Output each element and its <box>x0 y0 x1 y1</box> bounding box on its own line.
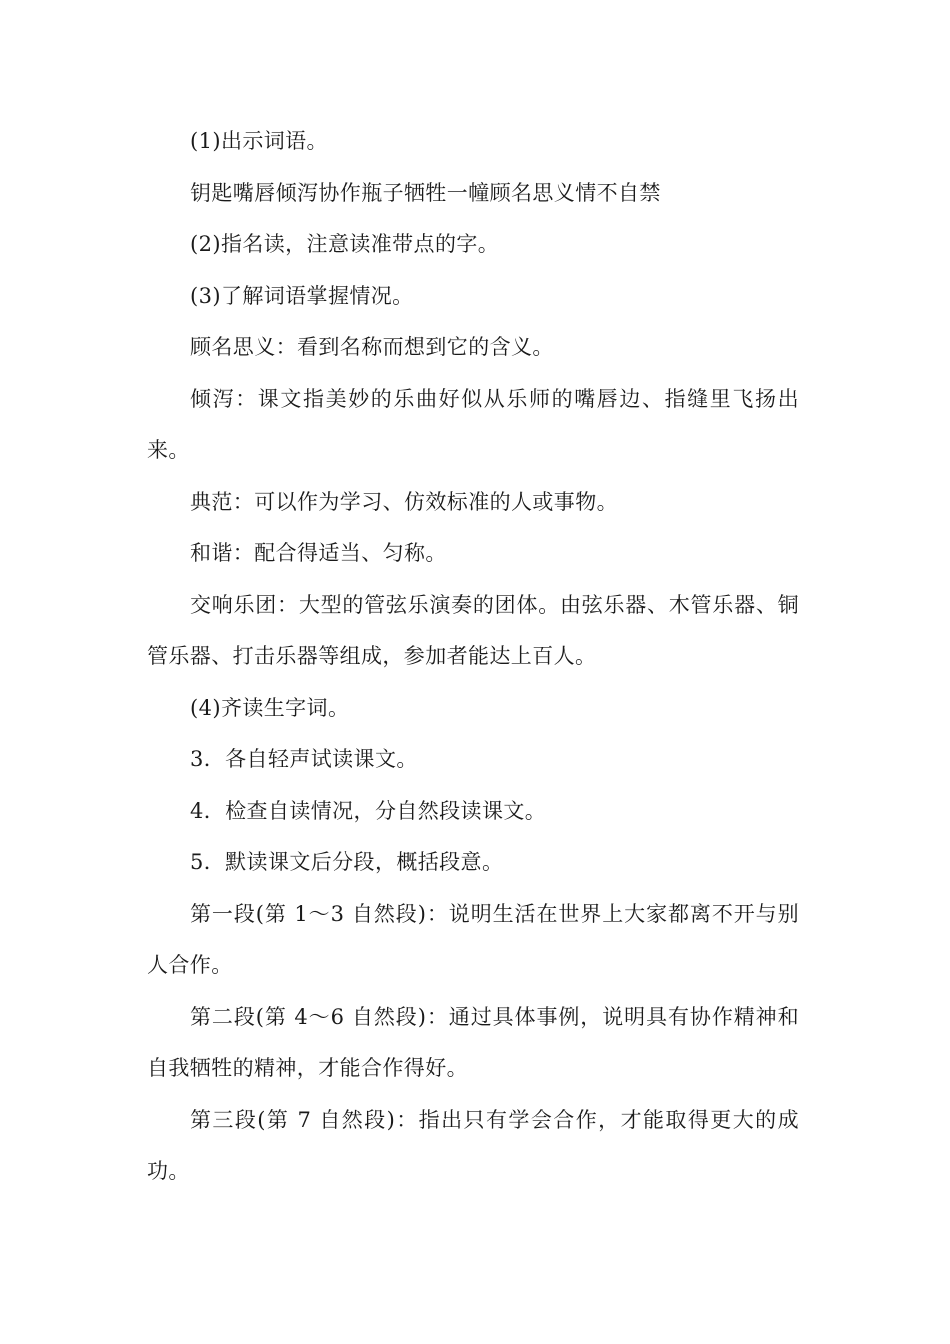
paragraph-def-qingxie: 倾泻：课文指美妙的乐曲好似从乐师的嘴唇边、指缝里飞扬出来。 <box>147 386 799 462</box>
paragraph-show-words: (1)出示词语。 <box>190 129 328 153</box>
paragraph-read-together: (4)齐读生字词。 <box>190 695 350 720</box>
paragraph-read-by-name: (2)指名读，注意读准带点的字。 <box>190 232 500 256</box>
paragraph-step-5: 5．默读课文后分段，概括段意。 <box>190 850 504 874</box>
paragraph-section-2: 第二段(第 4～6 自然段)：通过具体事例，说明具有协作精神和自我牺牲的精神，才能合作得好。 <box>147 1004 799 1080</box>
paragraph-def-dianfan: 典范：可以作为学习、仿效标准的人或事物。 <box>190 489 618 514</box>
paragraph-def-orchestra: 交响乐团：大型的管弦乐演奏的团体。由弦乐器、木管乐器、铜管乐器、打击乐器等组成，参加者能达上百人。 <box>147 592 799 668</box>
paragraph-section-3: 第三段(第 7 自然段)：指出只有学会合作，才能取得更大的成功。 <box>147 1107 799 1183</box>
paragraph-def-guming: 顾名思义：看到名称而想到它的含义。 <box>190 335 554 359</box>
document-body <box>147 116 799 1198</box>
paragraph-step-3: 3．各自轻声试读课文。 <box>190 747 418 771</box>
paragraph-step-4: 4．检查自读情况，分自然段读课文。 <box>190 798 547 823</box>
paragraph-def-hexie: 和谐：配合得适当、匀称。 <box>190 541 447 565</box>
paragraph-word-list: 钥匙嘴唇倾泻协作瓶子牺牲一幢顾名思义情不自禁 <box>190 180 661 205</box>
paragraph-section-1: 第一段(第 1～3 自然段)：说明生活在世界上大家都离不开与别人合作。 <box>147 901 799 977</box>
paragraph-understand-words: (3)了解词语掌握情况。 <box>190 283 414 308</box>
